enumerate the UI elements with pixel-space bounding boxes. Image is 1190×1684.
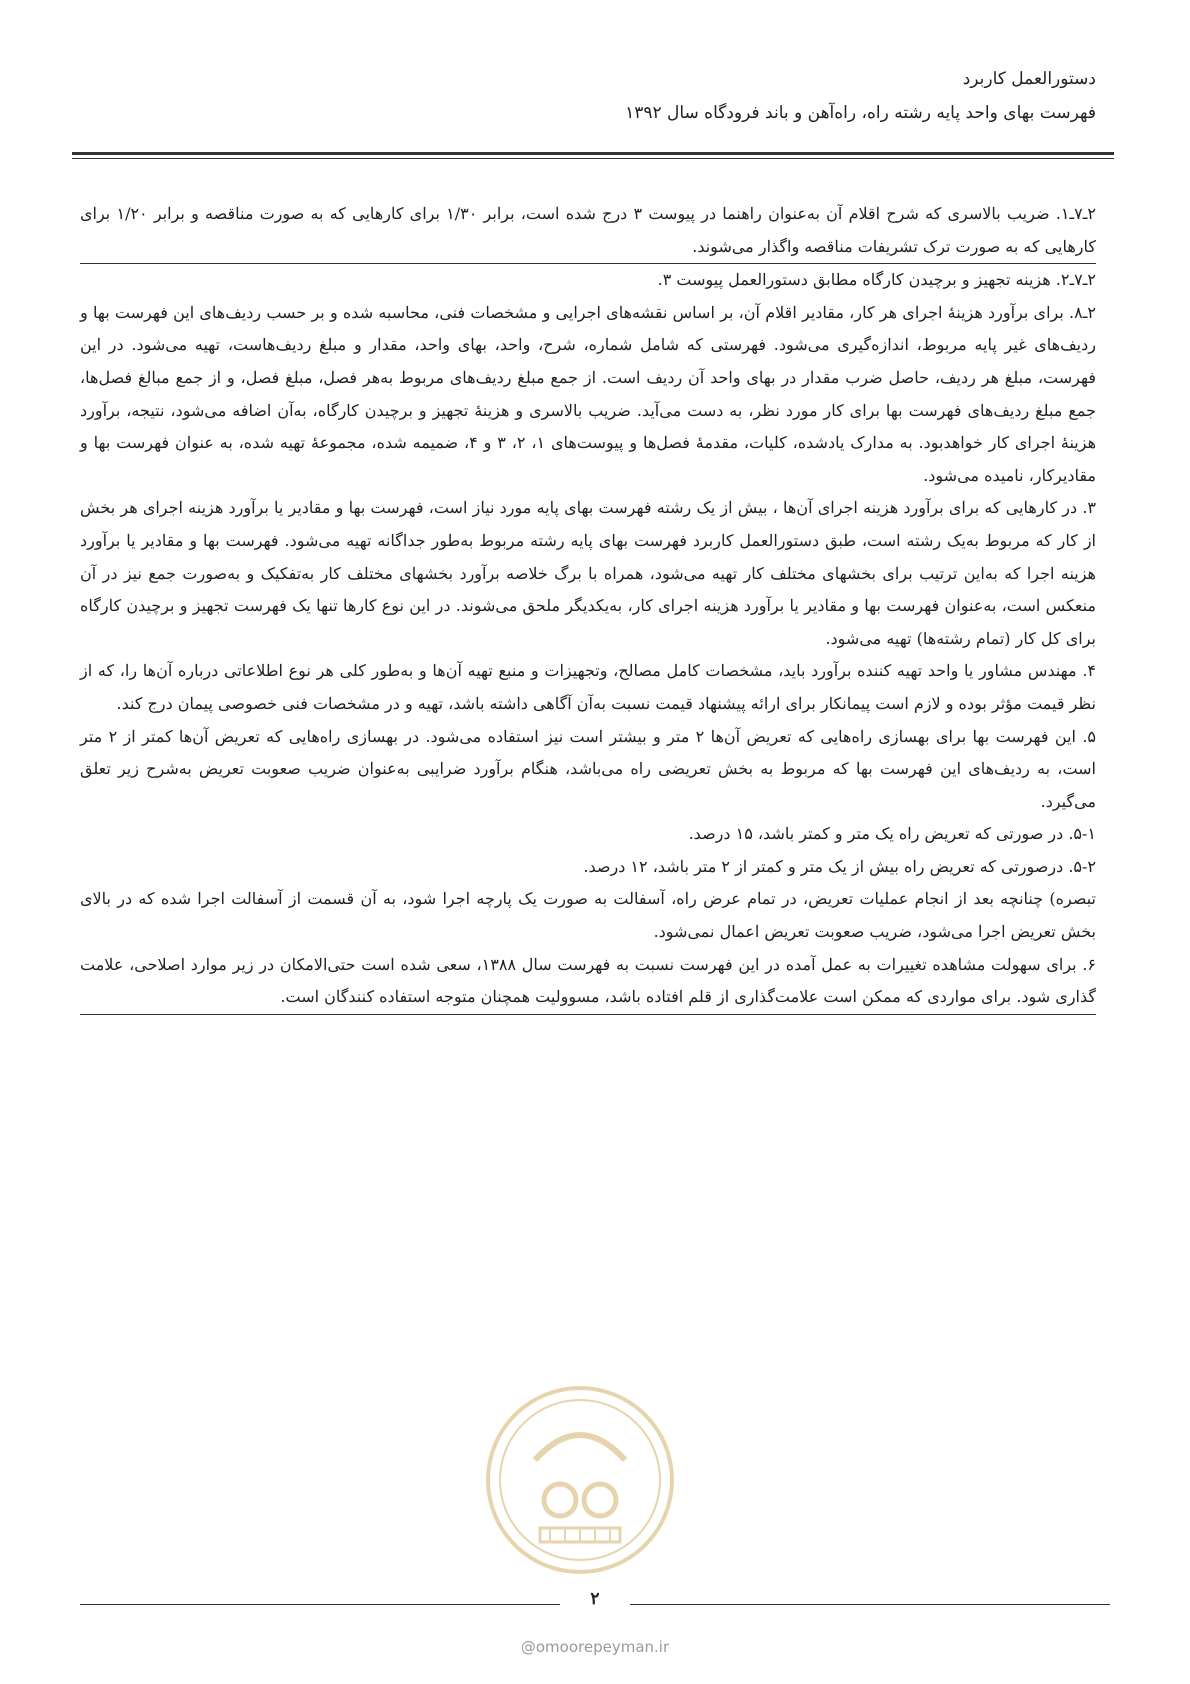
paragraph-5-1: ۵-۱. در صورتی که تعریض راه یک متر و کمتر باشد، ۱۵ درصد. — [688, 824, 1096, 844]
paragraph-note: تبصره) چنانچه بعد از انجام عملیات تعریض، در تمام عرض راه، آسفالت به صورت یک پارچه اجرا شود، به آن قسمت از آسفالت اجرا شده که در بالای بخش تعریض اجرا می‌شود، ضریب صعوبت تعریض اعمال نمی‌شود. — [80, 889, 1096, 942]
header-title: دستورالعمل کاربرد — [962, 69, 1096, 89]
footer-rule-right — [630, 1604, 1110, 1605]
page-number: ۲ — [590, 1589, 600, 1609]
header-subtitle: فهرست بهای واحد پایه رشته راه، راه‌آهن و باند فرودگاه سال ۱۳۹۲ — [625, 103, 1096, 123]
page-header — [66, 62, 1096, 130]
website-watermark: @omoorepeyman.ir — [520, 1638, 670, 1656]
paragraph-5: ۵. این فهرست بها برای بهسازی راه‌هایی که تعریض آن‌ها ۲ متر و بیشتر است نیز استفاده می‌شود. در بهسازی راه‌هایی که تعریض آن‌ها کمتر از ۲ متر است، به ردیف‌های این فهرست بها که مربوط به بخش تعریضی راه می‌باشد، هنگام برآورد ضرایبی به‌عنوان ضریب صعوبت تعریض به‌شرح زیر تعلق می‌گیرد. — [80, 726, 1097, 811]
header-rule-thin — [72, 158, 1114, 159]
paragraph-3: ۳. در کارهایی که برای برآورد هزینه اجرای آن‌ها ، بیش از یک رشته فهرست بهای پایه مورد نیاز است، فهرست بها و مقادیر یا برآورد هزینه اجرای هر بخش از کار که مربوط به‌یک رشته است، طبق دستورالعمل کاربرد فهرست بهای پایه رشته مربوط به‌طور جداگانه تهیه می‌شود. فهرست بها و مقادیر یا برآورد هزینه اجرا که به‌این ترتیب برای بخشهای مختلف کار تهیه می‌شود، همراه با برگ خلاصه برآورد بخشهای مختلف کار به‌تفکیک و به‌صورت جمع نیز در آن منعکس است، به‌عنوان فهرست بها و مقادیر یا برآورد هزینه اجرای کار، به‌یکدیگر ملحق می‌شوند. در این نوع کارها تنها یک فهرست تجهیز و برچیدن کارگاه برای کل کار (تمام رشته‌ها) تهیه می‌شود. — [80, 498, 1097, 648]
watermark-seal-icon — [480, 1380, 680, 1580]
body-text — [80, 198, 1096, 1015]
paragraph-4: ۴. مهندس مشاور یا واحد تهیه کننده برآورد باید، مشخصات کامل مصالح، وتجهیزات و منبع تهیه آن‌ها و به‌طور کلی هر نوع اطلاعاتی درباره آن‌ها را، که از نظر قیمت مؤثر بوده و لازم است پیمانکار برای ارائه پیشنهاد قیمت نسبت به‌آن آگاهی داشته باشد، تهیه و در مشخصات فنی خصوصی پیمان درج کند. — [80, 661, 1096, 713]
footer-rule-left — [80, 1604, 560, 1605]
paragraph-5-2: ۵-۲. درصورتی که تعریض راه بیش از یک متر و کمتر از ۲ متر باشد، ۱۲ درصد. — [583, 856, 1096, 876]
paragraph-2-7-1: ۲ـ۷ـ۱. ضریب بالاسری که شرح اقلام آن به‌عنوان راهنما در پیوست ۳ درج شده است، برابر ۱/۳۰ برای کارهایی که به صورت مناقصه و برابر ۱/۲۰ برای کارهایی که به صورت ترک تشریفات مناقصه واگذار می‌شوند. — [80, 198, 1096, 264]
paragraph-2-7-2: ۲ـ۷ـ۲. هزینه تجهیز و برچیدن کارگاه مطابق دستورالعمل پیوست ۳. — [657, 270, 1096, 290]
paragraph-6: ۶. برای سهولت مشاهده تغییرات به عمل آمده در این فهرست نسبت به فهرست سال ۱۳۸۸، سعی شده است حتی‌الامکان در زیر موارد اصلاحی، علامت گذاری شود. برای مواردی که ممکن است علامت‌گذاری از قلم افتاده باشد، مسوولیت همچنان متوجه استفاده کنندگان است. — [80, 949, 1096, 1015]
paragraph-2-8: ۲ـ۸. برای برآورد هزینهٔ اجرای هر کار، مقادیر اقلام آن، بر اساس نقشه‌های اجرایی و مشخصات فنی، محاسبه شده و بر حسب ردیف‌های این فهرست بها و ردیف‌های غیر پایه مربوط، اندازه‌گیری می‌شود. فهرستی که شامل شماره، شرح، واحد، بهای واحد، مقدار و مبلغ ردیف‌هاست، تهیه می‌شود. در این فهرست، مبلغ هر ردیف، حاصل ضرب مقدار در بهای واحد آن ردیف است. از جمع مبلغ ردیف‌های مربوط به‌هر فصل، مبلغ فصل، و از جمع مبالغ فصل‌ها، جمع مبلغ ردیف‌های فهرست بها برای کار مورد نظر، به دست می‌آید. ضریب بالاسری و هزینهٔ تجهیز و برچیدن کارگاه، به‌آن اضافه می‌شود، نتیجه، برآورد هزینهٔ اجرای کار خواهدبود. به مدارک یادشده، کلیات، مقدمهٔ فصل‌ها و پیوست‌های ۱، ۲، ۳ و ۴، ضمیمه شده، مجموعهٔ تهیه شده، به عنوان فهرست بها و مقادیرکار، نامیده می‌شود. — [80, 302, 1097, 485]
header-rule-thick — [72, 152, 1114, 155]
